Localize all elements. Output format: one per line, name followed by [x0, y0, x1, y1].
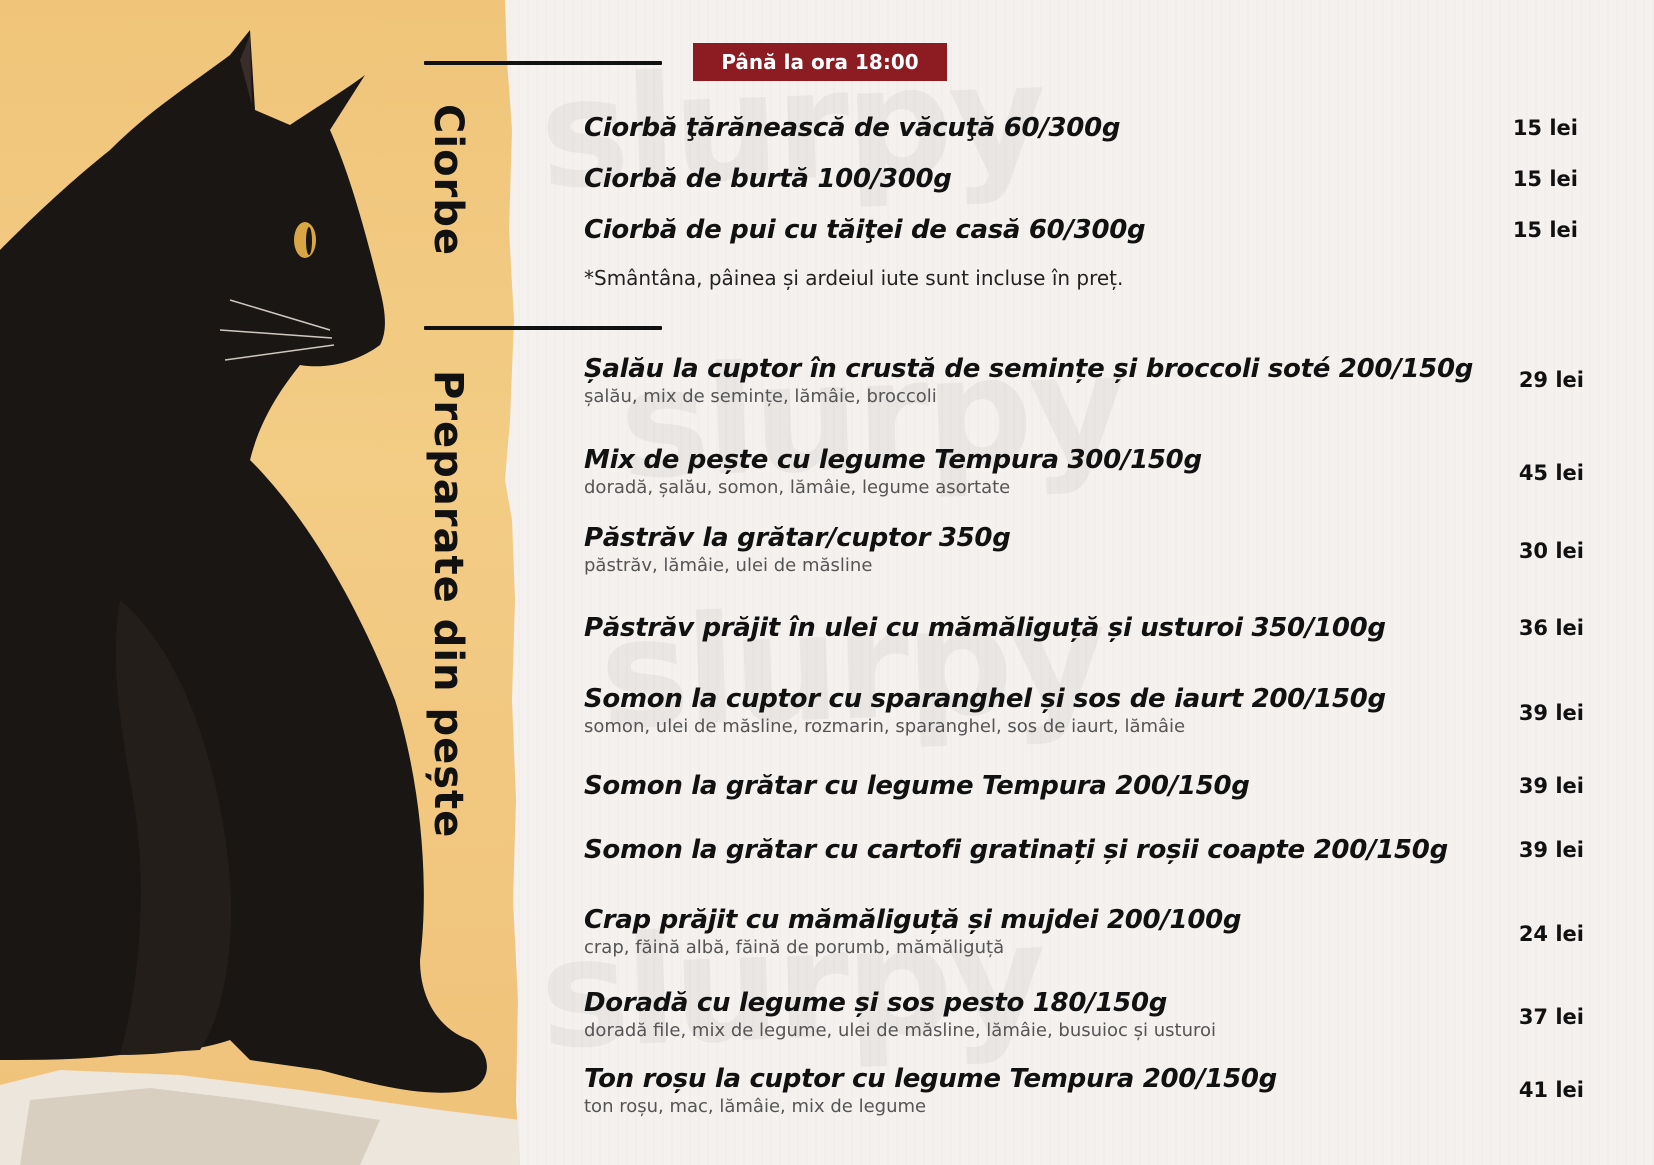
- menu-item: [584, 163, 1584, 195]
- menu-item: [584, 987, 1584, 1043]
- menu-item-description: ton roșu, mac, lămâie, mix de legume: [584, 1096, 927, 1117]
- menu-item-name: Păstrăv prăjit în ulei cu mămăliguță și usturoi 350/100g: [584, 613, 1386, 643]
- menu-item-price: 15 lei: [1512, 116, 1578, 140]
- menu-item: [584, 612, 1584, 644]
- menu-item-price: 15 lei: [1512, 167, 1578, 191]
- menu-item-name: Ciorbă de burtă 100/300g: [584, 164, 952, 194]
- menu-item-name: Păstrăv la grătar/cuptor 350g: [584, 523, 1011, 553]
- section-divider: [424, 326, 662, 330]
- menu-item-price: 39 lei: [1518, 838, 1584, 862]
- menu-item-price: 45 lei: [1518, 461, 1584, 485]
- menu-item-name: Somon la cuptor cu sparanghel și sos de iaurt 200/150g: [584, 684, 1386, 714]
- menu-item-description: crap, făină albă, făină de porumb, mămăliguță: [584, 937, 1005, 958]
- menu-item-name: Ciorbă ţărănească de văcuţă 60/300g: [584, 113, 1121, 143]
- menu-item: [584, 214, 1584, 246]
- ciorbe-note: *Smântâna, pâinea și ardeiul iute sunt incluse în preț.: [584, 266, 1124, 290]
- menu-item-name: Șalău la cuptor în crustă de semințe și broccoli soté 200/150g: [584, 354, 1474, 384]
- menu-item: [584, 904, 1584, 960]
- time-badge: Până la ora 18:00: [693, 43, 947, 81]
- menu-item: [584, 834, 1584, 866]
- section-divider: [424, 61, 662, 65]
- menu-item: [584, 1063, 1584, 1119]
- menu-item-name: Ton roșu la cuptor cu legume Tempura 200/150g: [584, 1064, 1277, 1094]
- menu-item-price: 24 lei: [1518, 922, 1584, 946]
- menu-item: [584, 112, 1584, 144]
- menu-item-name: Somon la grătar cu cartofi gratinați și roșii coapte 200/150g: [584, 835, 1448, 865]
- menu-item-name: Ciorbă de pui cu tăiţei de casă 60/300g: [584, 215, 1146, 245]
- menu-item-price: 39 lei: [1518, 774, 1584, 798]
- menu-item-description: doradă file, mix de legume, ulei de măsline, lămâie, busuioc și usturoi: [584, 1020, 1217, 1041]
- menu-item-price: 37 lei: [1518, 1005, 1584, 1029]
- menu-item: [584, 683, 1584, 739]
- menu-item-description: somon, ulei de măsline, rozmarin, sparanghel, sos de iaurt, lămâie: [584, 716, 1186, 737]
- menu-item-price: 29 lei: [1518, 368, 1584, 392]
- menu-item: [584, 444, 1584, 500]
- menu-item-name: Doradă cu legume și sos pesto 180/150g: [584, 988, 1168, 1018]
- menu-item: [584, 522, 1584, 578]
- menu-item-price: 36 lei: [1518, 616, 1584, 640]
- menu-item-price: 30 lei: [1518, 539, 1584, 563]
- menu-item-name: Mix de pește cu legume Tempura 300/150g: [584, 445, 1202, 475]
- menu-item-name: Crap prăjit cu mămăliguță și mujdei 200/100g: [584, 905, 1242, 935]
- section-title-peste: Preparate din pește: [425, 370, 471, 839]
- menu-item-description: doradă, șalău, somon, lămâie, legume asortate: [584, 477, 1011, 498]
- menu-item: [584, 770, 1584, 802]
- menu-item-description: păstrăv, lămâie, ulei de măsline: [584, 555, 873, 576]
- menu-item-description: șalău, mix de semințe, lămâie, broccoli: [584, 386, 937, 407]
- section-title-ciorbe: Ciorbe: [425, 104, 471, 257]
- menu-item: [584, 353, 1584, 409]
- menu-item-price: 15 lei: [1512, 218, 1578, 242]
- menu-item-name: Somon la grătar cu legume Tempura 200/150g: [584, 771, 1250, 801]
- menu-item-price: 41 lei: [1518, 1078, 1584, 1102]
- menu-item-price: 39 lei: [1518, 701, 1584, 725]
